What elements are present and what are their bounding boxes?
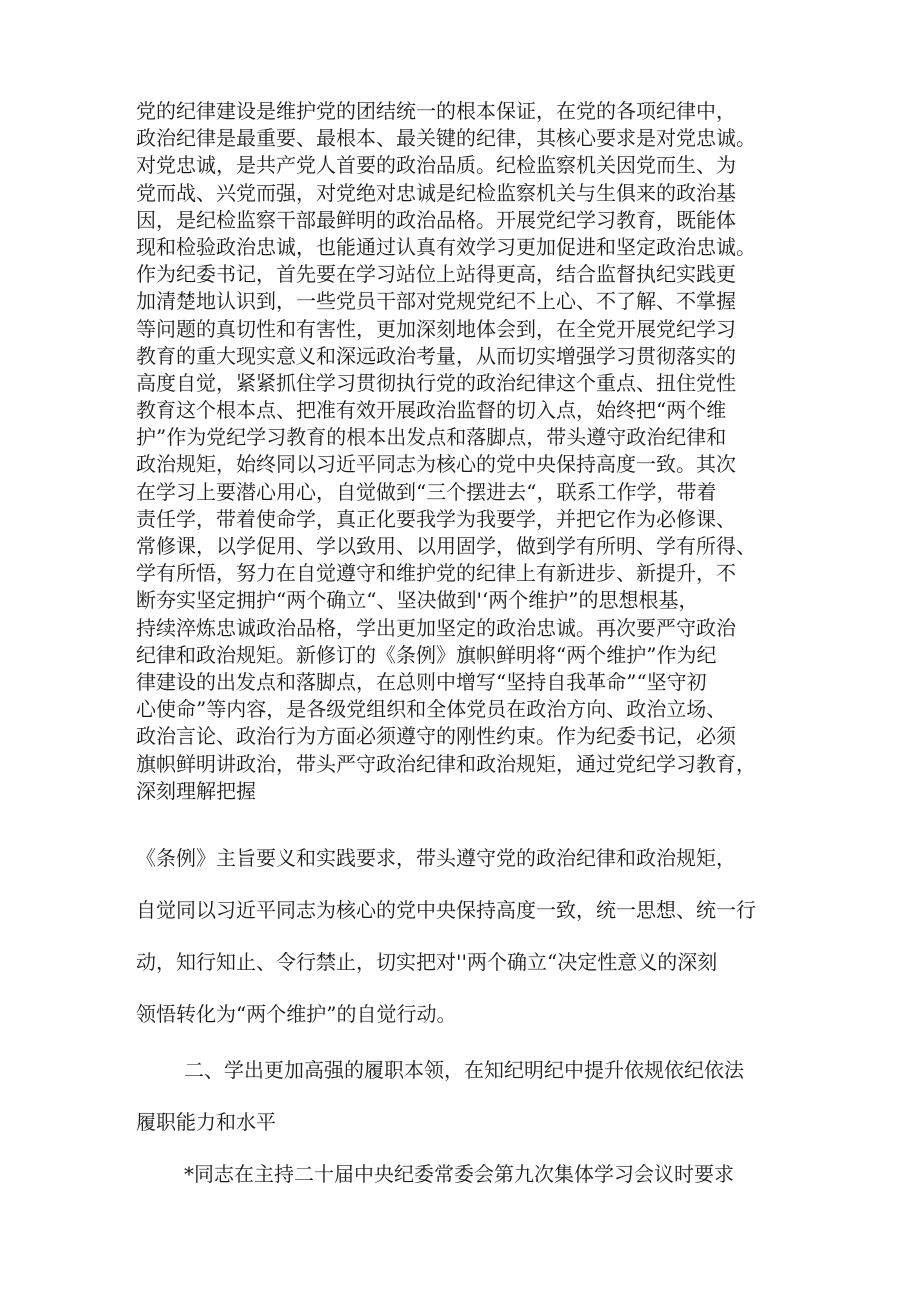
text-line: 常修课，以学促用、学以致用、以用固学，做到学有所明、学有所得、 <box>136 534 756 558</box>
text-line: 学有所悟，努力在自觉遵守和维护党的纪律上有新进步、新提升，不 <box>136 561 736 586</box>
text-line: 律建设的出发点和落脚点，在总则中增写“坚持自我革命”“坚守初 <box>136 669 707 694</box>
text-line: 领悟转化为“两个维护”的自觉行动。 <box>136 1002 457 1026</box>
text-line: 深刻理解把握 <box>136 778 256 803</box>
paragraph-continuation <box>136 950 816 974</box>
text-line: 现和检验政治忠诚，也能通过认真有效学习更加促进和坚定政治忠诚。 <box>136 234 756 259</box>
text-line: 政治规矩，始终同以习近平同志为核心的党中央保持高度一致。其次 <box>136 452 736 477</box>
text-line: 教育的重大现实意义和深远政治考量，从而切实增强学习贯彻落实的 <box>136 343 736 368</box>
text-line: 党而战、兴党而强，对党绝对忠诚是纪检监察机关与生俱来的政治基 <box>136 180 736 205</box>
text-line: 断夯实坚定拥护“两个确立“、坚决做到'‘两个维护”的思想根基， <box>136 588 699 613</box>
text-line: 等问题的真切性和有害性，更加深刻地体会到，在全党开展党纪学习 <box>136 316 736 341</box>
text-line: 旗帜鲜明讲政治，带头严守政治纪律和政治规矩，通过党纪学习教育， <box>136 751 756 776</box>
text-line: 《条例》主旨要义和实践要求，带头遵守党的政治纪律和政治规矩， <box>136 846 736 870</box>
paragraph-political-loyalty <box>136 98 796 805</box>
text-line: 护”作为党纪学习教育的根本出发点和落脚点，带头遵守政治纪律和 <box>136 425 727 450</box>
text-line: 加清楚地认识到，一些党员干部对党规党纪不上心、不了解、不掌握 <box>136 289 736 314</box>
heading-line: 履职能力和水平 <box>136 1110 276 1134</box>
text-line: 因，是纪检监察干部最鲜明的政治品格。开展党纪学习教育，既能体 <box>136 207 736 232</box>
paragraph-continuation <box>136 898 816 922</box>
text-line: 动，知行知止、令行禁止，切实把对''两个确立“决定性意义的深刻 <box>136 950 718 974</box>
text-line: 对党忠诚，是共产党人首要的政治品质。纪检监察机关因党而生、为 <box>136 153 736 178</box>
text-line: 心使命”等内容，是各级党组织和全体党员在政治方向、政治立场、 <box>136 697 727 722</box>
text-line: 作为纪委书记，首先要在学习站位上站得更高，结合监督执纪实践更 <box>136 262 736 287</box>
text-line: 持续淬炼忠诚政治品格，学出更加坚定的政治忠诚。再次要严守政治 <box>136 615 736 640</box>
paragraph-continuation <box>136 1002 816 1026</box>
section-heading-continuation <box>136 1110 816 1134</box>
text-line: *同志在主持二十届中央纪委常委会第九次集体学习会议时要求 <box>184 1162 734 1186</box>
text-line: 纪律和政治规矩。新修订的《条例》旗帜鲜明将“两个维护”作为纪 <box>136 642 717 667</box>
text-line: 政治纪律是最重要、最根本、最关键的纪律，其核心要求是对党忠诚。 <box>136 126 756 151</box>
paragraph-quote-intro <box>184 1162 864 1186</box>
text-line: 党的纪律建设是维护党的团结统一的根本保证，在党的各项纪律中， <box>136 99 736 123</box>
text-line: 教育这个根本点、把准有效开展政治监督的切入点，始终把“两个维 <box>136 398 727 423</box>
text-line: 高度自觉，紧紧抓住学习贯彻执行党的政治纪律这个重点、扭住党性 <box>136 370 736 395</box>
heading-line: 二、学出更加高强的履职本领，在知纪明纪中提升依规依纪依法 <box>184 1058 744 1082</box>
text-line: 责任学，带着使命学，真正化要我学为我要学，并把它作为必修课、 <box>136 506 736 531</box>
paragraph-continuation <box>136 846 816 870</box>
section-heading <box>184 1058 864 1082</box>
text-line: 在学习上要潜心用心，自觉做到“三个摆进去“，联系工作学，带着 <box>136 479 717 504</box>
text-line: 政治言论、政治行为方面必须遵守的刚性约束。作为纪委书记，必须 <box>136 724 736 749</box>
text-line: 自觉同以习近平同志为核心的党中央保持高度一致，统一思想、统一行 <box>136 898 756 922</box>
